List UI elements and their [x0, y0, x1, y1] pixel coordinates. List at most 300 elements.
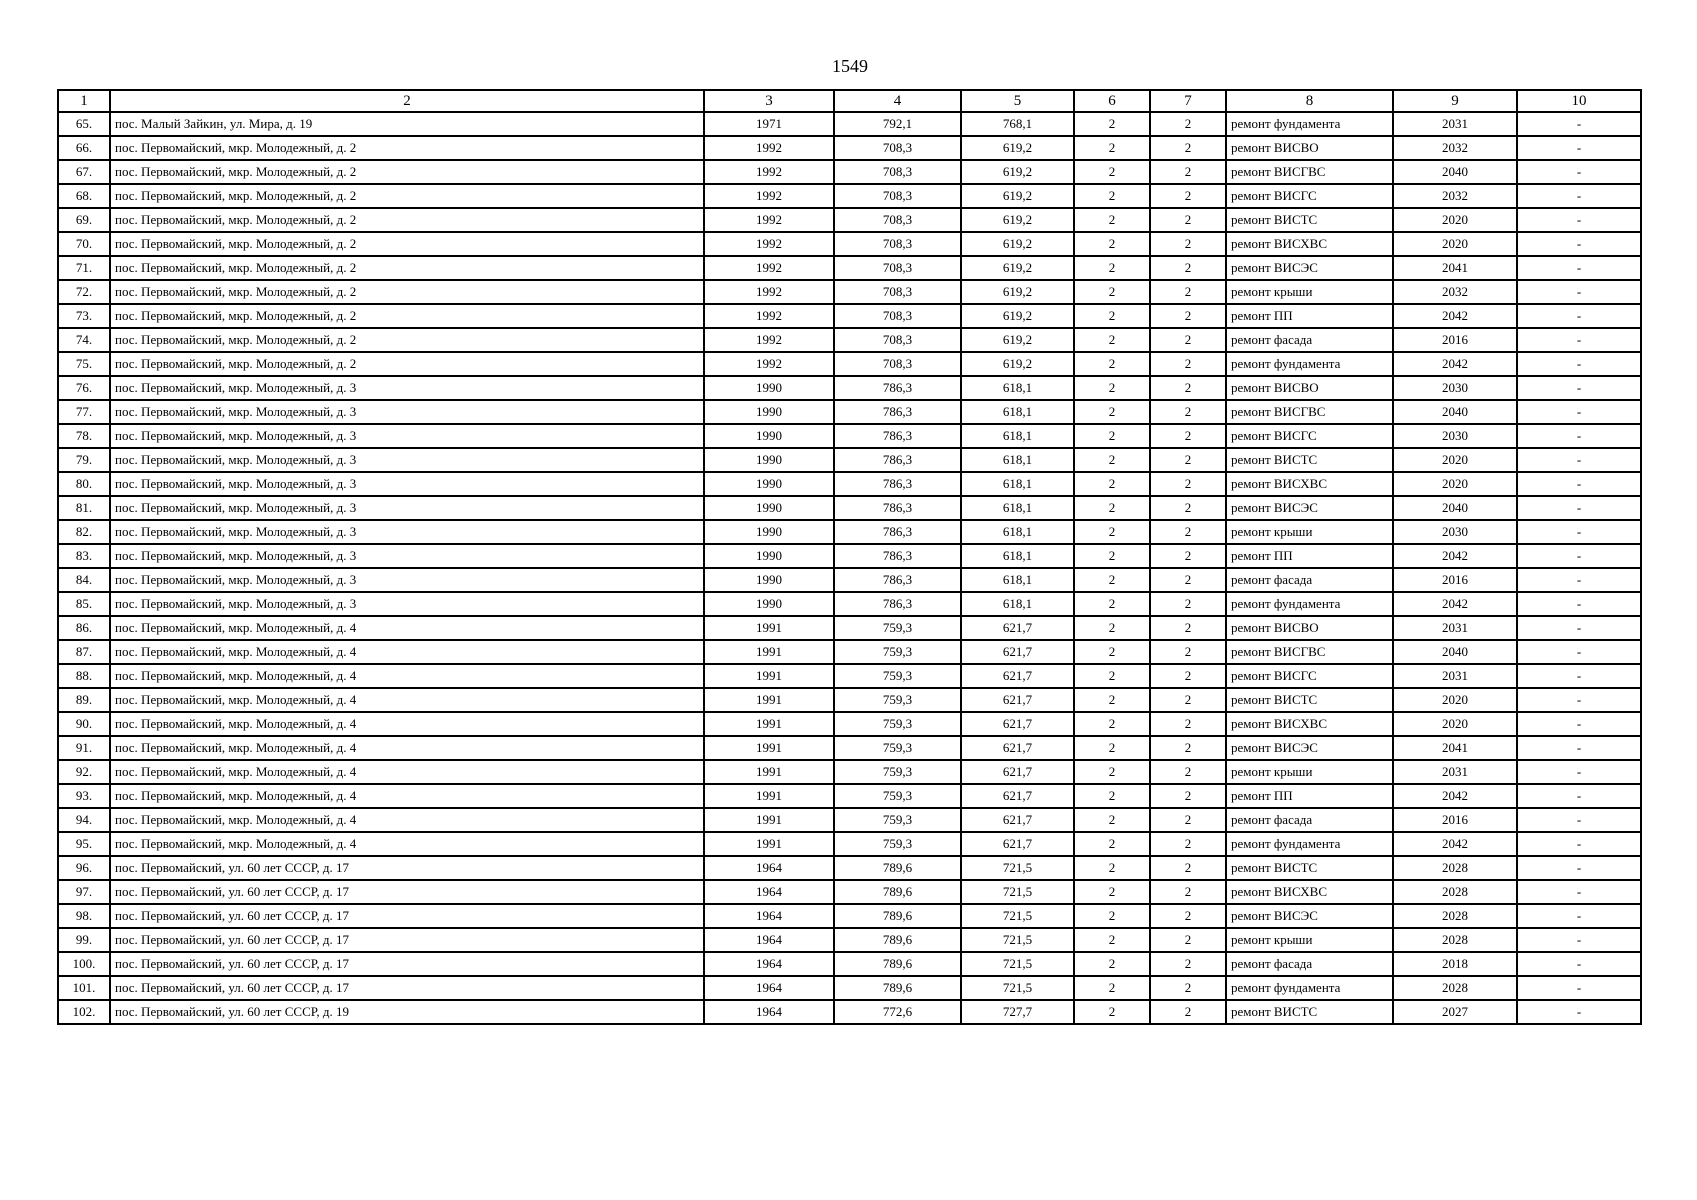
cell-entrances: 2 [1150, 736, 1226, 760]
cell-floors: 2 [1074, 544, 1150, 568]
cell-work-type: ремонт ВИСГС [1226, 184, 1393, 208]
table-row [58, 664, 1641, 688]
table-row [58, 448, 1641, 472]
cell-note: - [1517, 304, 1641, 328]
cell-note: - [1517, 952, 1641, 976]
cell-row-number: 65. [58, 112, 110, 136]
cell-address: пос. Первомайский, мкр. Молодежный, д. 2 [110, 136, 704, 160]
cell-work-type: ремонт ВИСЭС [1226, 904, 1393, 928]
cell-planned-year: 2028 [1393, 928, 1517, 952]
cell-planned-year: 2040 [1393, 160, 1517, 184]
cell-planned-year: 2028 [1393, 976, 1517, 1000]
cell-total-area: 789,6 [834, 928, 961, 952]
table-row [58, 904, 1641, 928]
table-row [58, 1000, 1641, 1024]
cell-floors: 2 [1074, 424, 1150, 448]
cell-year-built: 1991 [704, 832, 834, 856]
cell-year-built: 1990 [704, 568, 834, 592]
cell-year-built: 1992 [704, 136, 834, 160]
cell-floors: 2 [1074, 1000, 1150, 1024]
cell-work-type: ремонт ПП [1226, 784, 1393, 808]
cell-planned-year: 2031 [1393, 664, 1517, 688]
cell-work-type: ремонт ВИСЭС [1226, 736, 1393, 760]
cell-row-number: 68. [58, 184, 110, 208]
cell-address: пос. Первомайский, мкр. Молодежный, д. 4 [110, 712, 704, 736]
cell-year-built: 1990 [704, 400, 834, 424]
cell-note: - [1517, 592, 1641, 616]
cell-note: - [1517, 328, 1641, 352]
cell-address: пос. Первомайский, мкр. Молодежный, д. 3 [110, 592, 704, 616]
cell-year-built: 1992 [704, 232, 834, 256]
cell-year-built: 1964 [704, 976, 834, 1000]
cell-work-type: ремонт фасада [1226, 328, 1393, 352]
cell-entrances: 2 [1150, 568, 1226, 592]
cell-work-type: ремонт ВИСТС [1226, 448, 1393, 472]
cell-entrances: 2 [1150, 448, 1226, 472]
cell-total-area: 759,3 [834, 760, 961, 784]
cell-planned-year: 2041 [1393, 256, 1517, 280]
cell-floors: 2 [1074, 520, 1150, 544]
cell-entrances: 2 [1150, 280, 1226, 304]
cell-note: - [1517, 400, 1641, 424]
cell-planned-year: 2031 [1393, 616, 1517, 640]
column-header: 2 [110, 90, 704, 112]
cell-note: - [1517, 376, 1641, 400]
cell-address: пос. Малый Зайкин, ул. Мира, д. 19 [110, 112, 704, 136]
cell-floors: 2 [1074, 712, 1150, 736]
cell-entrances: 2 [1150, 904, 1226, 928]
cell-note: - [1517, 856, 1641, 880]
cell-row-number: 102. [58, 1000, 110, 1024]
cell-note: - [1517, 256, 1641, 280]
cell-address: пос. Первомайский, мкр. Молодежный, д. 4 [110, 688, 704, 712]
cell-planned-year: 2042 [1393, 352, 1517, 376]
cell-note: - [1517, 208, 1641, 232]
cell-living-area: 721,5 [961, 976, 1074, 1000]
cell-entrances: 2 [1150, 592, 1226, 616]
cell-entrances: 2 [1150, 256, 1226, 280]
cell-total-area: 708,3 [834, 256, 961, 280]
cell-row-number: 96. [58, 856, 110, 880]
cell-year-built: 1992 [704, 304, 834, 328]
table-row [58, 160, 1641, 184]
cell-address: пос. Первомайский, мкр. Молодежный, д. 3 [110, 496, 704, 520]
cell-row-number: 87. [58, 640, 110, 664]
column-header: 7 [1150, 90, 1226, 112]
cell-work-type: ремонт ВИСХВС [1226, 880, 1393, 904]
cell-year-built: 1990 [704, 424, 834, 448]
cell-floors: 2 [1074, 112, 1150, 136]
cell-row-number: 92. [58, 760, 110, 784]
cell-planned-year: 2042 [1393, 592, 1517, 616]
cell-living-area: 618,1 [961, 520, 1074, 544]
cell-row-number: 82. [58, 520, 110, 544]
cell-note: - [1517, 544, 1641, 568]
cell-work-type: ремонт ПП [1226, 544, 1393, 568]
cell-work-type: ремонт крыши [1226, 280, 1393, 304]
cell-year-built: 1990 [704, 496, 834, 520]
table-row [58, 424, 1641, 448]
cell-note: - [1517, 448, 1641, 472]
cell-living-area: 619,2 [961, 328, 1074, 352]
cell-floors: 2 [1074, 232, 1150, 256]
table-body [58, 112, 1641, 1024]
cell-total-area: 759,3 [834, 736, 961, 760]
cell-work-type: ремонт ВИСГВС [1226, 640, 1393, 664]
cell-planned-year: 2016 [1393, 568, 1517, 592]
cell-row-number: 72. [58, 280, 110, 304]
cell-work-type: ремонт ВИСЭС [1226, 496, 1393, 520]
cell-year-built: 1991 [704, 688, 834, 712]
cell-planned-year: 2028 [1393, 880, 1517, 904]
cell-floors: 2 [1074, 160, 1150, 184]
cell-living-area: 618,1 [961, 544, 1074, 568]
cell-entrances: 2 [1150, 520, 1226, 544]
cell-address: пос. Первомайский, мкр. Молодежный, д. 4 [110, 784, 704, 808]
cell-total-area: 708,3 [834, 208, 961, 232]
cell-year-built: 1991 [704, 760, 834, 784]
cell-note: - [1517, 136, 1641, 160]
cell-note: - [1517, 160, 1641, 184]
cell-planned-year: 2030 [1393, 520, 1517, 544]
cell-total-area: 786,3 [834, 544, 961, 568]
cell-year-built: 1991 [704, 736, 834, 760]
cell-entrances: 2 [1150, 928, 1226, 952]
cell-row-number: 69. [58, 208, 110, 232]
cell-floors: 2 [1074, 136, 1150, 160]
cell-planned-year: 2031 [1393, 760, 1517, 784]
cell-row-number: 70. [58, 232, 110, 256]
cell-address: пос. Первомайский, мкр. Молодежный, д. 2 [110, 160, 704, 184]
cell-row-number: 83. [58, 544, 110, 568]
cell-row-number: 93. [58, 784, 110, 808]
cell-work-type: ремонт ВИСГВС [1226, 400, 1393, 424]
table-row [58, 640, 1641, 664]
cell-year-built: 1964 [704, 952, 834, 976]
cell-total-area: 759,3 [834, 832, 961, 856]
cell-row-number: 85. [58, 592, 110, 616]
cell-living-area: 768,1 [961, 112, 1074, 136]
cell-living-area: 619,2 [961, 280, 1074, 304]
cell-row-number: 89. [58, 688, 110, 712]
cell-planned-year: 2027 [1393, 1000, 1517, 1024]
cell-year-built: 1964 [704, 928, 834, 952]
cell-entrances: 2 [1150, 832, 1226, 856]
cell-row-number: 75. [58, 352, 110, 376]
cell-living-area: 621,7 [961, 616, 1074, 640]
cell-address: пос. Первомайский, мкр. Молодежный, д. 3 [110, 400, 704, 424]
table-row [58, 976, 1641, 1000]
cell-entrances: 2 [1150, 688, 1226, 712]
cell-year-built: 1992 [704, 280, 834, 304]
cell-total-area: 786,3 [834, 520, 961, 544]
cell-planned-year: 2028 [1393, 904, 1517, 928]
cell-floors: 2 [1074, 184, 1150, 208]
cell-planned-year: 2040 [1393, 496, 1517, 520]
cell-floors: 2 [1074, 904, 1150, 928]
cell-floors: 2 [1074, 592, 1150, 616]
cell-row-number: 79. [58, 448, 110, 472]
cell-address: пос. Первомайский, мкр. Молодежный, д. 3 [110, 544, 704, 568]
cell-work-type: ремонт ВИСГС [1226, 424, 1393, 448]
column-header: 10 [1517, 90, 1641, 112]
cell-address: пос. Первомайский, ул. 60 лет СССР, д. 17 [110, 952, 704, 976]
cell-year-built: 1992 [704, 328, 834, 352]
cell-total-area: 792,1 [834, 112, 961, 136]
cell-address: пос. Первомайский, мкр. Молодежный, д. 2 [110, 328, 704, 352]
cell-year-built: 1992 [704, 160, 834, 184]
cell-living-area: 619,2 [961, 184, 1074, 208]
table-row [58, 304, 1641, 328]
cell-work-type: ремонт фундамента [1226, 832, 1393, 856]
cell-row-number: 66. [58, 136, 110, 160]
cell-work-type: ремонт фундамента [1226, 976, 1393, 1000]
cell-floors: 2 [1074, 280, 1150, 304]
cell-total-area: 786,3 [834, 376, 961, 400]
table-row [58, 472, 1641, 496]
cell-planned-year: 2041 [1393, 736, 1517, 760]
cell-floors: 2 [1074, 208, 1150, 232]
cell-living-area: 621,7 [961, 688, 1074, 712]
cell-total-area: 708,3 [834, 352, 961, 376]
cell-living-area: 621,7 [961, 808, 1074, 832]
cell-note: - [1517, 976, 1641, 1000]
cell-entrances: 2 [1150, 808, 1226, 832]
cell-note: - [1517, 880, 1641, 904]
cell-note: - [1517, 232, 1641, 256]
cell-address: пос. Первомайский, мкр. Молодежный, д. 4 [110, 616, 704, 640]
cell-entrances: 2 [1150, 760, 1226, 784]
cell-address: пос. Первомайский, мкр. Молодежный, д. 2 [110, 208, 704, 232]
cell-work-type: ремонт ВИСХВС [1226, 472, 1393, 496]
cell-row-number: 73. [58, 304, 110, 328]
cell-floors: 2 [1074, 400, 1150, 424]
cell-note: - [1517, 760, 1641, 784]
cell-year-built: 1991 [704, 640, 834, 664]
cell-entrances: 2 [1150, 328, 1226, 352]
column-header: 8 [1226, 90, 1393, 112]
cell-year-built: 1992 [704, 352, 834, 376]
cell-living-area: 618,1 [961, 448, 1074, 472]
cell-address: пос. Первомайский, мкр. Молодежный, д. 4 [110, 664, 704, 688]
column-header: 9 [1393, 90, 1517, 112]
cell-row-number: 80. [58, 472, 110, 496]
column-header: 1 [58, 90, 110, 112]
cell-entrances: 2 [1150, 424, 1226, 448]
cell-note: - [1517, 736, 1641, 760]
cell-living-area: 621,7 [961, 736, 1074, 760]
cell-planned-year: 2040 [1393, 400, 1517, 424]
cell-work-type: ремонт ВИСВО [1226, 376, 1393, 400]
cell-living-area: 619,2 [961, 136, 1074, 160]
cell-floors: 2 [1074, 880, 1150, 904]
cell-address: пос. Первомайский, мкр. Молодежный, д. 2 [110, 232, 704, 256]
cell-living-area: 619,2 [961, 352, 1074, 376]
table-row [58, 688, 1641, 712]
cell-entrances: 2 [1150, 976, 1226, 1000]
cell-address: пос. Первомайский, мкр. Молодежный, д. 4 [110, 832, 704, 856]
cell-total-area: 708,3 [834, 280, 961, 304]
cell-work-type: ремонт фундамента [1226, 592, 1393, 616]
table-row [58, 880, 1641, 904]
table-row [58, 568, 1641, 592]
cell-note: - [1517, 808, 1641, 832]
cell-work-type: ремонт фасада [1226, 808, 1393, 832]
cell-entrances: 2 [1150, 1000, 1226, 1024]
cell-row-number: 74. [58, 328, 110, 352]
table-row [58, 520, 1641, 544]
table-row [58, 544, 1641, 568]
cell-note: - [1517, 712, 1641, 736]
cell-planned-year: 2028 [1393, 856, 1517, 880]
cell-floors: 2 [1074, 760, 1150, 784]
cell-work-type: ремонт ВИСТС [1226, 1000, 1393, 1024]
cell-note: - [1517, 616, 1641, 640]
cell-work-type: ремонт ВИСГС [1226, 664, 1393, 688]
cell-work-type: ремонт крыши [1226, 760, 1393, 784]
table-row [58, 832, 1641, 856]
cell-planned-year: 2020 [1393, 472, 1517, 496]
cell-work-type: ремонт ВИСТС [1226, 856, 1393, 880]
cell-entrances: 2 [1150, 352, 1226, 376]
cell-work-type: ремонт ВИСХВС [1226, 712, 1393, 736]
cell-address: пос. Первомайский, мкр. Молодежный, д. 4 [110, 808, 704, 832]
cell-living-area: 618,1 [961, 496, 1074, 520]
cell-living-area: 619,2 [961, 256, 1074, 280]
cell-note: - [1517, 928, 1641, 952]
cell-floors: 2 [1074, 640, 1150, 664]
cell-address: пос. Первомайский, ул. 60 лет СССР, д. 19 [110, 1000, 704, 1024]
cell-total-area: 759,3 [834, 808, 961, 832]
cell-planned-year: 2042 [1393, 544, 1517, 568]
cell-planned-year: 2020 [1393, 448, 1517, 472]
cell-year-built: 1991 [704, 616, 834, 640]
cell-row-number: 95. [58, 832, 110, 856]
table-row [58, 136, 1641, 160]
cell-row-number: 67. [58, 160, 110, 184]
cell-living-area: 721,5 [961, 856, 1074, 880]
cell-note: - [1517, 640, 1641, 664]
cell-entrances: 2 [1150, 376, 1226, 400]
cell-planned-year: 2042 [1393, 784, 1517, 808]
cell-work-type: ремонт фундамента [1226, 352, 1393, 376]
table-row [58, 952, 1641, 976]
cell-total-area: 759,3 [834, 712, 961, 736]
cell-planned-year: 2016 [1393, 328, 1517, 352]
cell-year-built: 1964 [704, 880, 834, 904]
cell-living-area: 621,7 [961, 664, 1074, 688]
cell-address: пос. Первомайский, мкр. Молодежный, д. 2 [110, 280, 704, 304]
cell-work-type: ремонт ПП [1226, 304, 1393, 328]
cell-address: пос. Первомайский, мкр. Молодежный, д. 3 [110, 376, 704, 400]
cell-note: - [1517, 664, 1641, 688]
cell-year-built: 1990 [704, 544, 834, 568]
cell-floors: 2 [1074, 568, 1150, 592]
cell-work-type: ремонт ВИСТС [1226, 688, 1393, 712]
cell-address: пос. Первомайский, ул. 60 лет СССР, д. 17 [110, 904, 704, 928]
cell-total-area: 708,3 [834, 160, 961, 184]
cell-address: пос. Первомайский, мкр. Молодежный, д. 3 [110, 424, 704, 448]
cell-address: пос. Первомайский, мкр. Молодежный, д. 4 [110, 736, 704, 760]
cell-floors: 2 [1074, 856, 1150, 880]
cell-planned-year: 2031 [1393, 112, 1517, 136]
cell-floors: 2 [1074, 976, 1150, 1000]
cell-note: - [1517, 832, 1641, 856]
table-row [58, 736, 1641, 760]
cell-entrances: 2 [1150, 112, 1226, 136]
header-row [58, 90, 1641, 112]
cell-work-type: ремонт ВИСВО [1226, 616, 1393, 640]
cell-floors: 2 [1074, 736, 1150, 760]
cell-entrances: 2 [1150, 136, 1226, 160]
cell-floors: 2 [1074, 448, 1150, 472]
table-row [58, 496, 1641, 520]
cell-work-type: ремонт фасада [1226, 952, 1393, 976]
cell-planned-year: 2020 [1393, 712, 1517, 736]
cell-year-built: 1990 [704, 472, 834, 496]
table-row [58, 112, 1641, 136]
cell-entrances: 2 [1150, 616, 1226, 640]
cell-year-built: 1990 [704, 448, 834, 472]
cell-note: - [1517, 472, 1641, 496]
cell-planned-year: 2032 [1393, 184, 1517, 208]
cell-year-built: 1971 [704, 112, 834, 136]
cell-living-area: 619,2 [961, 304, 1074, 328]
cell-floors: 2 [1074, 688, 1150, 712]
cell-work-type: ремонт фундамента [1226, 112, 1393, 136]
cell-total-area: 786,3 [834, 568, 961, 592]
cell-address: пос. Первомайский, ул. 60 лет СССР, д. 17 [110, 928, 704, 952]
cell-planned-year: 2042 [1393, 304, 1517, 328]
cell-year-built: 1990 [704, 592, 834, 616]
cell-planned-year: 2016 [1393, 808, 1517, 832]
cell-floors: 2 [1074, 952, 1150, 976]
cell-year-built: 1991 [704, 712, 834, 736]
repair-schedule-table [57, 89, 1642, 1025]
cell-address: пос. Первомайский, мкр. Молодежный, д. 2 [110, 256, 704, 280]
cell-address: пос. Первомайский, мкр. Молодежный, д. 4 [110, 640, 704, 664]
cell-total-area: 759,3 [834, 616, 961, 640]
cell-year-built: 1990 [704, 520, 834, 544]
cell-note: - [1517, 280, 1641, 304]
cell-year-built: 1991 [704, 808, 834, 832]
column-header: 4 [834, 90, 961, 112]
cell-address: пос. Первомайский, мкр. Молодежный, д. 2 [110, 304, 704, 328]
cell-entrances: 2 [1150, 664, 1226, 688]
table-row [58, 712, 1641, 736]
cell-row-number: 71. [58, 256, 110, 280]
table-row [58, 784, 1641, 808]
cell-address: пос. Первомайский, мкр. Молодежный, д. 2 [110, 184, 704, 208]
cell-year-built: 1964 [704, 904, 834, 928]
cell-living-area: 721,5 [961, 880, 1074, 904]
cell-row-number: 86. [58, 616, 110, 640]
cell-note: - [1517, 352, 1641, 376]
cell-living-area: 621,7 [961, 760, 1074, 784]
cell-total-area: 786,3 [834, 496, 961, 520]
cell-row-number: 81. [58, 496, 110, 520]
cell-row-number: 91. [58, 736, 110, 760]
cell-note: - [1517, 568, 1641, 592]
cell-total-area: 789,6 [834, 880, 961, 904]
cell-total-area: 759,3 [834, 688, 961, 712]
cell-entrances: 2 [1150, 184, 1226, 208]
cell-floors: 2 [1074, 616, 1150, 640]
cell-note: - [1517, 424, 1641, 448]
cell-living-area: 618,1 [961, 376, 1074, 400]
cell-address: пос. Первомайский, мкр. Молодежный, д. 2 [110, 352, 704, 376]
cell-entrances: 2 [1150, 160, 1226, 184]
